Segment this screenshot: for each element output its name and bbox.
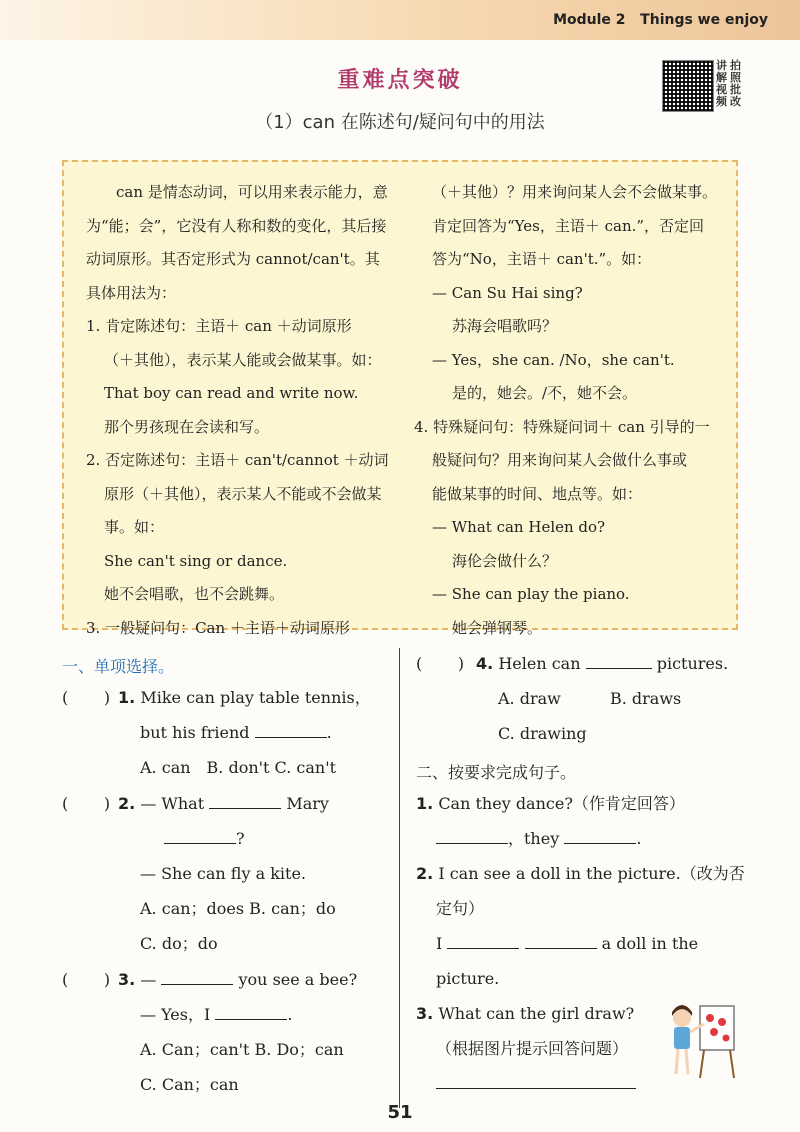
subsection-title: （1）can 在陈述句/疑问句中的用法 [255,112,545,133]
grammar-line: 能做某事的时间、地点等。如： [432,484,643,503]
answer-paren[interactable]: ( ) [62,688,111,707]
grammar-translation: 是的，她会。/不，她不会。 [452,384,638,402]
qr-label: 频 [716,95,727,108]
qr-code-icon[interactable] [662,60,714,112]
answer-paren[interactable]: ( ) [62,970,111,989]
question-text: — She can fly a kite. [140,864,307,883]
section1-heading: 一、单项选择。 [62,657,175,676]
answer-blank[interactable] [164,829,236,844]
column-divider [399,648,400,1108]
qr-label: 讲 [716,59,727,72]
question-text: — [140,970,157,989]
question-text: Mary [286,794,329,813]
qr-label: 改 [730,95,741,108]
grammar-line: 为“能；会”，它没有人称和数的变化，其后接 [86,216,387,235]
question-text: Can they dance?（作肯定回答） [438,794,685,813]
question-text: — What [140,794,205,813]
grammar-example: — Yes，she can. /No，she can't. [432,350,675,369]
question-text: 定句） [436,899,485,918]
answer-paren[interactable]: ( ) [416,654,465,673]
question-options: A. draw [498,689,561,708]
answer-blank[interactable] [436,829,508,844]
question-number: 1. [118,688,136,707]
sentence-1 [416,786,746,856]
grammar-line: 原形（＋其他），表示某人不能或不会做某 [104,484,382,503]
question-text: What can the girl draw? [438,1004,635,1023]
grammar-translation: 她会弹钢琴。 [452,618,543,637]
grammar-example: — Can Su Hai sing? [432,283,583,302]
question-text: ? [236,829,245,848]
grammar-line: （＋其他）？用来询问某人会不会做某事。 [432,183,718,201]
grammar-left-column [86,176,406,645]
question-4 [476,646,756,751]
grammar-line: （＋其他），表示某人能或会做某事。如： [104,350,382,369]
page-header [0,0,800,40]
question-text: . [636,829,642,848]
sentence-3 [416,996,666,1101]
question-options: C. do；do [140,934,218,953]
question-text: picture. [436,969,500,988]
answer-blank[interactable] [209,794,281,809]
grammar-line: 3. 一般疑问句：Can ＋主语＋动词原形 [86,618,350,637]
unit-title: Things we enjoy [640,12,768,28]
question-options: B. draws [609,689,682,708]
question-number: 3. [118,970,136,989]
question-text: I can see a doll in the picture.（改为否 [438,864,745,883]
question-options: C. Can；can [140,1075,239,1094]
grammar-example: She can't sing or dance. [104,551,288,570]
question-text: a doll in the [601,934,699,953]
qr-label: 视 [716,83,727,96]
question-number: 3. [416,1004,434,1023]
qr-label: 拍 [730,59,741,72]
grammar-line: 具体用法为： [86,283,177,302]
question-options: A. can；does B. can；do [140,899,336,918]
grammar-line: 1. 肯定陈述句：主语＋ can ＋动词原形 [86,317,352,335]
grammar-right-column [414,176,724,645]
page-number: 51 [387,1102,413,1123]
section2-heading: 二、按要求完成句子。 [416,763,577,782]
grammar-line: 2. 否定陈述句：主语＋ can't/cannot ＋动词 [86,451,389,469]
answer-blank[interactable] [525,934,597,949]
grammar-example: — She can play the piano. [432,585,630,603]
qr-label: 照 [730,71,741,84]
question-text: ，they [508,829,560,848]
question-text: you see a bee? [238,970,358,989]
question-text: . [287,1005,293,1024]
question-2 [118,786,398,961]
grammar-line: 事。如： [104,518,165,536]
grammar-translation: 苏海会唱歌吗？ [452,317,558,335]
question-number: 2. [118,794,136,813]
grammar-example: — What can Helen do? [432,518,606,536]
grammar-translation: 海伦会做什么？ [452,551,558,570]
module-title [553,12,768,28]
grammar-line: can 是情态动词，可以用来表示能力，意 [86,183,388,201]
question-text: . [326,723,332,742]
question-text: I [436,934,443,953]
grammar-example: That boy can read and write now. [104,384,359,402]
question-text: Helen can [498,654,581,673]
grammar-line: 般疑问句？用来询问某人会做什么事或 [432,451,688,469]
question-options: A. can B. don't C. can't [140,758,337,777]
question-number: 2. [416,864,434,883]
module-label: Module 2 [553,12,626,28]
girl-drawing-illustration [660,1000,740,1080]
qr-label: 批 [730,83,741,96]
question-options: A. Can；can't B. Do；can [140,1040,344,1059]
question-1 [118,680,398,785]
grammar-translation: 她不会唱歌，也不会跳舞。 [104,585,285,603]
answer-paren[interactable]: ( ) [62,794,111,813]
question-number: 1. [416,794,434,813]
answer-blank[interactable] [586,654,652,669]
answer-blank[interactable] [564,829,636,844]
sentence-2 [416,856,746,996]
answer-blank[interactable] [161,970,233,985]
grammar-line: 4. 特殊疑问句：特殊疑问词＋ can 引导的一 [414,417,710,436]
grammar-line: 动词原形。其否定形式为 cannot/can't。其 [86,250,380,268]
grammar-translation: 那个男孩现在会读和写。 [104,417,270,436]
question-text: — Yes，I [140,1005,211,1024]
section-title: 重难点突破 [337,68,463,93]
question-text: pictures. [656,654,729,673]
answer-blank[interactable] [447,934,519,949]
question-number: 4. [476,654,494,673]
grammar-line: 肯定回答为“Yes，主语＋ can.”，否定回 [432,216,705,235]
answer-blank[interactable] [436,1074,636,1089]
grammar-box [62,160,738,637]
question-text: Mike can play table tennis， [140,688,371,707]
question-text: but his friend [140,723,250,742]
question-3 [118,962,398,1102]
question-text: （根据图片提示回答问题） [436,1039,629,1058]
answer-blank[interactable] [215,1005,287,1020]
grammar-line: 答为“No，主语＋ can't.”。如： [432,250,652,268]
answer-blank[interactable] [255,723,327,738]
qr-label: 解 [716,71,727,84]
question-options: C. drawing [498,724,587,743]
